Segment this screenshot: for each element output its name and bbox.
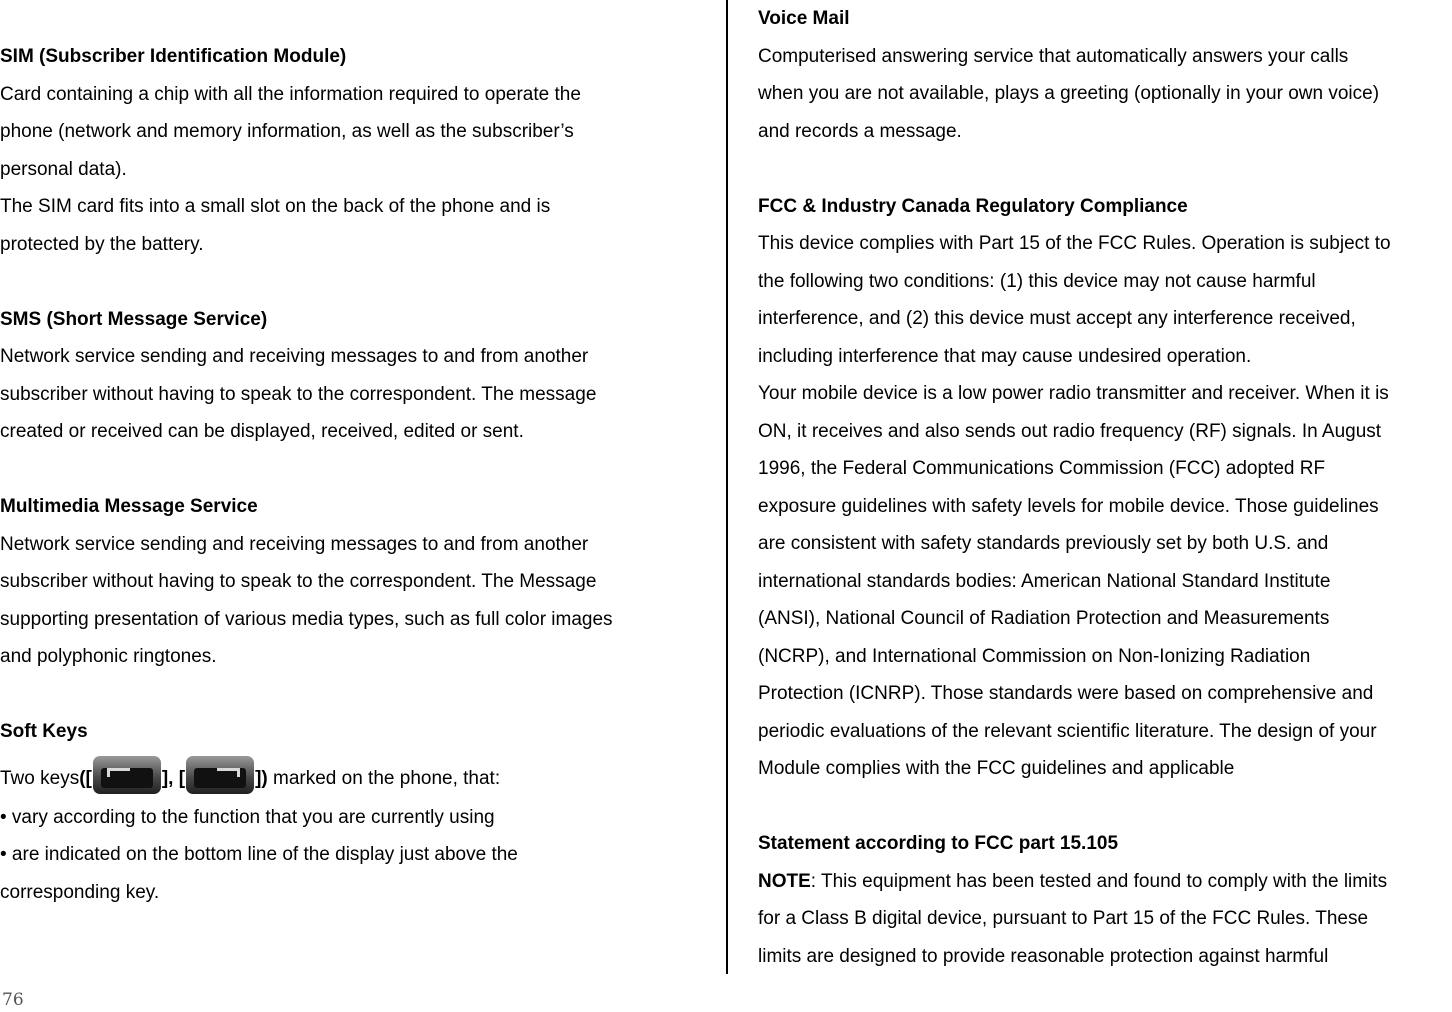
sim-heading: SIM (Subscriber Identification Module) — [0, 46, 347, 67]
sms-text-line: Network service sending and receiving messages to and from another — [0, 346, 589, 367]
fcc-text-line: international standards bodies: American National Standard Institute — [758, 570, 1331, 592]
fcc-text-line: (ANSI), National Council of Radiation Protection and Measurements — [758, 608, 1330, 629]
column-divider — [726, 0, 728, 974]
sim-text-line: personal data). — [0, 158, 127, 180]
page-number: 76 — [2, 990, 24, 1010]
bracket-close: ]) — [255, 767, 268, 789]
fcc-text-line: 1996, the Federal Communications Commission (FCC) adopted RF — [758, 458, 1326, 479]
fcc-text-line: Your mobile device is a low power radio transmitter and receiver. When it is — [758, 383, 1389, 404]
bracket-mid: ], [ — [161, 767, 186, 789]
fcc-text-line: This device complies with Part 15 of the FCC Rules. Operation is subject to — [758, 233, 1391, 254]
sms-heading: SMS (Short Message Service) — [0, 308, 268, 330]
sim-text-line: The SIM card fits into a small slot on the back of the phone and is — [0, 196, 551, 217]
soft-keys-text-line: • are indicated on the bottom line of the display just above the — [0, 844, 518, 865]
statement-note-line — [758, 863, 1452, 901]
soft-keys-text-line: • vary according to the function that you are currently using — [0, 806, 495, 828]
sim-text-line: phone (network and memory information, as well as the subscriber’s — [0, 121, 574, 142]
voice-mail-text-line: when you are not available, plays a greeting (optionally in your own voice) — [758, 83, 1380, 104]
sim-text-line: Card containing a chip with all the information required to operate the — [0, 83, 581, 105]
mms-text-line: Network service sending and receiving messages to and from another — [0, 533, 589, 555]
voice-mail-text-line: and records a message. — [758, 120, 962, 142]
fcc-text-line: are consistent with safety standards previously set by both U.S. and — [758, 533, 1329, 554]
mms-text-line: subscriber without having to speak to the correspondent. The Message — [0, 571, 597, 592]
note-label: NOTE — [758, 870, 811, 892]
left-soft-key-icon — [93, 756, 161, 794]
statement-text-line: limits are designed to provide reasonable protection against harmful — [758, 945, 1329, 967]
voice-mail-heading: Voice Mail — [758, 8, 850, 29]
soft-keys-heading: Soft Keys — [0, 721, 88, 742]
statement-text: : This equipment has been tested and found to comply with the limits — [810, 870, 1388, 892]
statement-text-line: for a Class B digital device, pursuant to Part 15 of the FCC Rules. These — [758, 908, 1369, 929]
fcc-text-line: Protection (ICNRP). Those standards were based on comprehensive and — [758, 683, 1374, 704]
fcc-text-line: ON, it receives and also sends out radio frequency (RF) signals. In August — [758, 420, 1382, 442]
right-soft-key-icon — [186, 756, 254, 794]
soft-keys-intro-prefix: Two keys — [0, 767, 80, 789]
sms-text-line: subscriber without having to speak to the correspondent. The message — [0, 383, 597, 405]
fcc-text-line: Module complies with the FCC guidelines and applicable — [758, 758, 1235, 779]
bracket-open: ([ — [79, 767, 92, 789]
mms-text-line: supporting presentation of various media types, such as full color images — [0, 608, 613, 630]
fcc-text-line: interference, and (2) this device must accept any interference received, — [758, 308, 1356, 329]
mms-heading: Multimedia Message Service — [0, 496, 258, 517]
sim-text-line: protected by the battery. — [0, 233, 204, 255]
mms-text-line: and polyphonic ringtones. — [0, 646, 217, 667]
voice-mail-text-line: Computerised answering service that automatically answers your calls — [758, 45, 1349, 67]
right-column — [758, 0, 1452, 975]
fcc-text-line: including interference that may cause undesired operation. — [758, 345, 1252, 367]
sms-text-line: created or received can be displayed, received, edited or sent. — [0, 421, 524, 442]
fcc-heading: FCC & Industry Canada Regulatory Compliance — [758, 195, 1188, 217]
fcc-text-line: (NCRP), and International Commission on Non-Ionizing Radiation — [758, 645, 1311, 667]
statement-heading: Statement according to FCC part 15.105 — [758, 833, 1119, 854]
fcc-text-line: periodic evaluations of the relevant scientific literature. The design of your — [758, 720, 1377, 742]
soft-keys-intro — [0, 751, 715, 799]
fcc-text-line: the following two conditions: (1) this device may not cause harmful — [758, 270, 1316, 292]
left-column — [0, 38, 715, 911]
soft-keys-text-line: corresponding key. — [0, 881, 160, 903]
soft-keys-intro-suffix: marked on the phone, that: — [267, 767, 501, 789]
fcc-text-line: exposure guidelines with safety levels for mobile device. Those guidelines — [758, 495, 1379, 517]
